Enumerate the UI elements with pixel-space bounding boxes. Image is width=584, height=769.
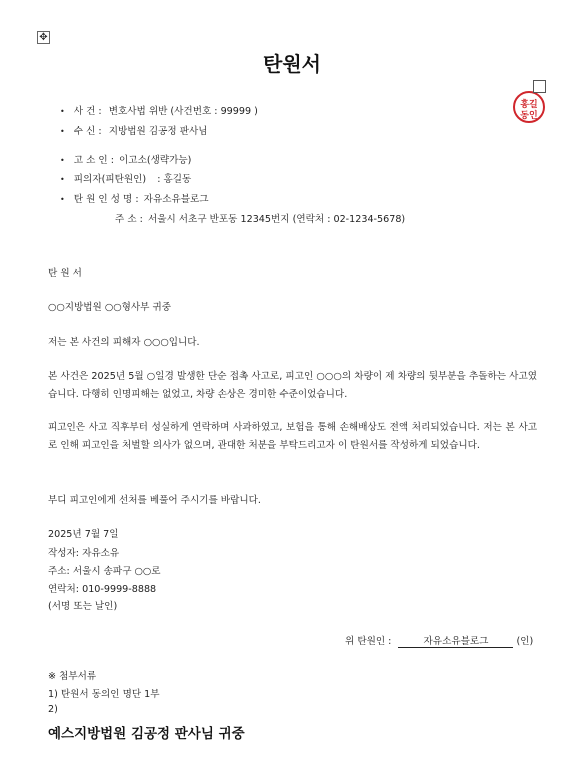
recipient-value: 지방법원 김공정 판사님: [108, 126, 208, 137]
complainant-label: 고 소 인 :: [73, 155, 114, 166]
accused-row: [60, 171, 191, 185]
signature-line: [345, 633, 533, 648]
body-address: 주소: 서울시 송파구 ○○로: [48, 566, 161, 577]
bullet-icon: •: [60, 175, 65, 184]
bullet-icon: •: [60, 127, 65, 136]
svg-text:홍길: 홍길: [520, 100, 538, 110]
address-row: [115, 211, 405, 225]
case-value: 변호사법 위반 (사건번호 : 99999 ): [108, 106, 258, 117]
attachment-item-1: 1) 탄원서 동의인 명단 1부: [48, 689, 160, 700]
body-sign-note: (서명 또는 날인): [48, 601, 118, 612]
petitioner-value: 자유소유블로그: [143, 194, 209, 205]
accused-label: 피의자(피탄원인): [73, 174, 147, 185]
recipient-label: 수 신 :: [73, 126, 102, 137]
case-label: 사 건 :: [73, 106, 102, 117]
attachment-item-2: 2): [48, 704, 58, 715]
attachments-heading: ※ 첨부서류: [48, 671, 97, 682]
recipient-row: [60, 123, 208, 137]
image-resize-handle[interactable]: [533, 80, 546, 93]
body-phone: 연락처: 010-9999-8888: [48, 584, 157, 595]
signature-suffix: (인): [516, 636, 534, 647]
table-move-handle-icon[interactable]: ✥: [37, 31, 50, 44]
body-heading: 탄 원 서: [48, 268, 82, 279]
bullet-icon: •: [60, 195, 65, 204]
bullet-icon: •: [60, 156, 65, 165]
signature-name: 자유소유블로그: [398, 633, 513, 648]
body-paragraph-2: 피고인은 사고 직후부터 성실하게 연락하며 사과하였고, 보험을 통해 손해배상도 전액 처리되었습니다. 저는 본 사고로 인해 피고인을 처벌할 의사가 없으며, 관대한 처분을 부탁드리고자 이 탄원서를 작성하게 되었습니다.: [48, 422, 537, 451]
body-plea: 부디 피고인에게 선처를 베풀어 주시기를 바랍니다.: [48, 495, 261, 506]
petitioner-label: 탄 원 인 성 명 :: [73, 194, 139, 205]
address-label: 주 소 :: [115, 214, 143, 225]
complainant-value: 이고소(생략가능): [119, 155, 192, 166]
petitioner-row: [60, 191, 209, 205]
seal-stamp: [513, 91, 545, 123]
svg-text:동인: 동인: [520, 111, 538, 121]
document-title: 탄원서: [263, 52, 321, 76]
seal-icon: [515, 97, 543, 121]
accused-value: : 홍길동: [157, 174, 192, 185]
body-paragraph-1: 본 사건은 2025년 5월 ○일경 발생한 단순 접촉 사고로, 피고인 ○○○의 차량이 제 차량의 뒷부분을 추돌하는 사고였습니다. 다행히 인명피해는 없었고, 차량 손상은 경미한 수준이었습니다.: [48, 371, 537, 400]
bullet-icon: •: [60, 107, 65, 116]
body-date: 2025년 7월 7일: [48, 529, 119, 540]
complainant-row: [60, 152, 191, 166]
body-intro: 저는 본 사건의 피해자 ○○○입니다.: [48, 337, 200, 348]
address-value: 서울시 서초구 반포동 12345번지 (연락처 : 02-1234-5678): [147, 214, 406, 225]
signature-label: 위 탄원인 :: [345, 636, 392, 647]
case-row: [60, 103, 258, 117]
body-addressee: ○○지방법원 ○○형사부 귀중: [48, 302, 171, 313]
footer-addressee: 예스지방법원 김공정 판사님 귀중: [48, 726, 245, 742]
body-author: 작성자: 자유소유: [48, 548, 120, 559]
